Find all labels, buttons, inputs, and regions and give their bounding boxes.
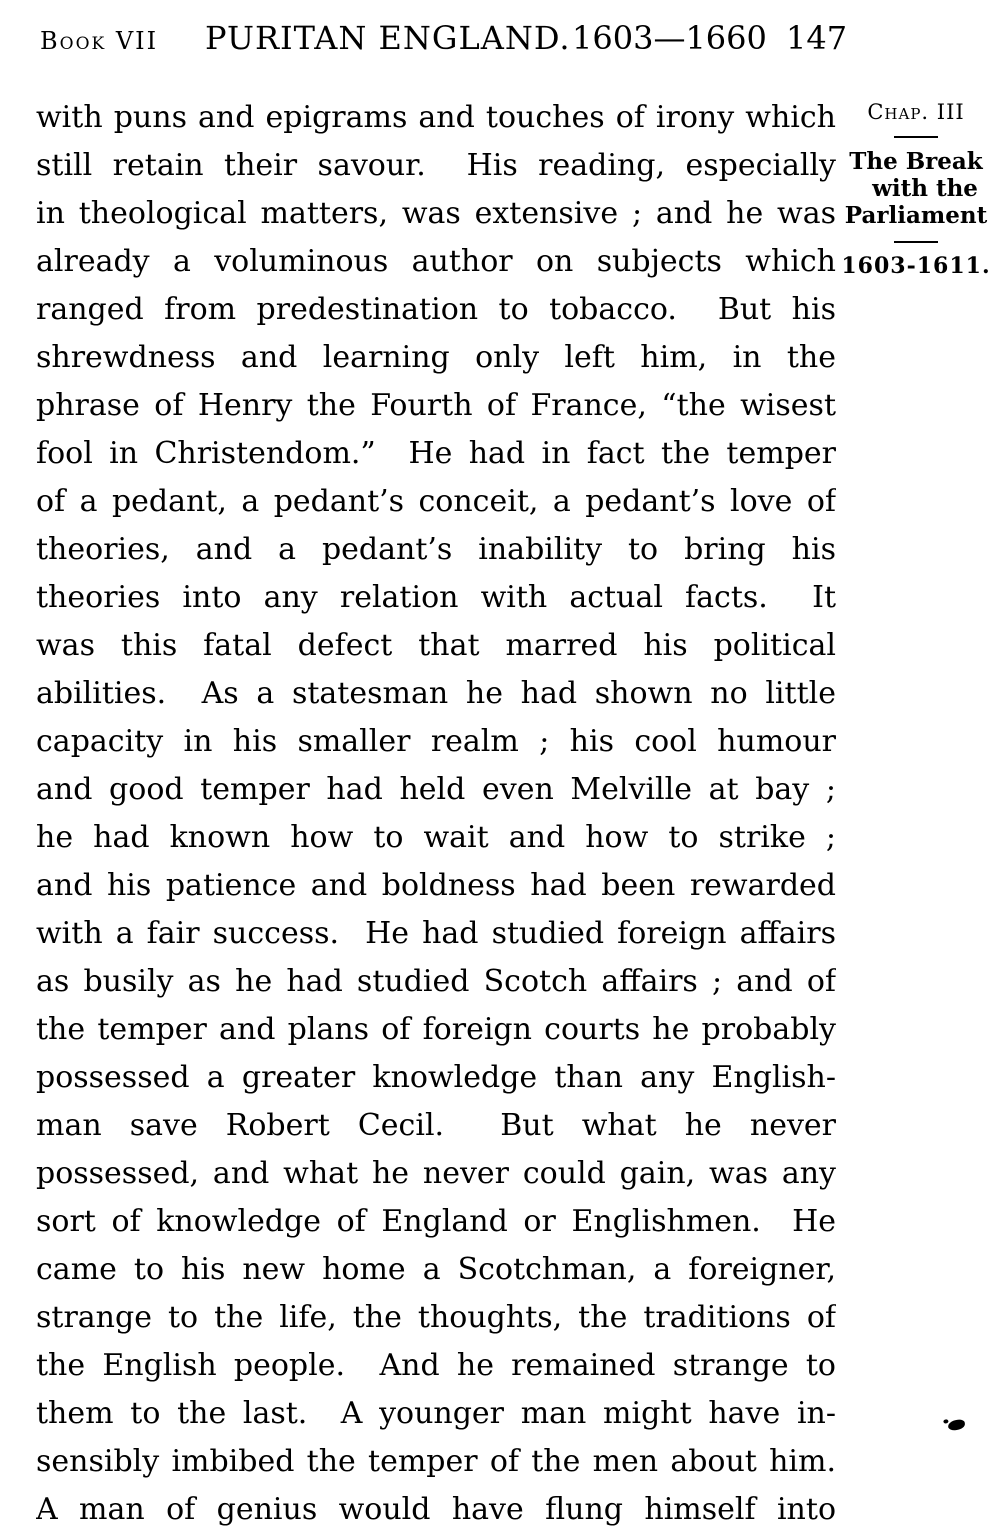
text-line: sort of knowledge of England or Englishmen. He bbox=[36, 1204, 836, 1239]
header-date-range: 1603—1660 bbox=[572, 19, 767, 57]
text-line: phrase of Henry the Fourth of France, “the wisest bbox=[36, 388, 836, 423]
text-line: possessed a greater knowledge than any English- bbox=[36, 1060, 836, 1095]
text-line: fool in Christendom.” He had in fact the temper bbox=[36, 436, 836, 471]
section-title-line: with the bbox=[872, 175, 978, 202]
text-line: and good temper had held even Melville at bay ; bbox=[36, 772, 836, 807]
text-line: man save Robert Cecil. But what he never bbox=[36, 1108, 836, 1143]
ink-speck bbox=[947, 1419, 965, 1431]
divider-rule bbox=[894, 241, 938, 243]
text-line: and his patience and boldness had been rewarded bbox=[36, 868, 836, 903]
text-line: still retain their savour. His reading, especially bbox=[36, 148, 836, 183]
section-title-line: Parliament bbox=[844, 202, 988, 229]
text-line: with a fair success. He had studied foreign affairs bbox=[36, 916, 836, 951]
text-line: sensibly imbibed the temper of the men about him. bbox=[36, 1444, 836, 1479]
section-title-line: The Break bbox=[849, 148, 983, 175]
text-line: strange to the life, the thoughts, the traditions of bbox=[36, 1300, 836, 1335]
text-line: abilities. As a statesman he had shown no little bbox=[36, 676, 836, 711]
text-line: capacity in his smaller realm ; his cool humour bbox=[36, 724, 836, 759]
text-line: them to the last. A younger man might have in- bbox=[36, 1396, 836, 1431]
text-line: with puns and epigrams and touches of irony which bbox=[36, 100, 836, 135]
section-title bbox=[840, 148, 992, 229]
text-line: theories, and a pedant’s inability to bring his bbox=[36, 532, 836, 567]
margin-notes bbox=[840, 100, 992, 279]
text-line: the temper and plans of foreign courts he probably bbox=[36, 1012, 836, 1047]
margin-years: 1603-1611. bbox=[841, 253, 991, 279]
text-line: already a voluminous author on subjects which bbox=[36, 244, 836, 279]
text-line: was this fatal defect that marred his political bbox=[36, 628, 836, 663]
divider-rule bbox=[894, 136, 938, 138]
text-line: theories into any relation with actual facts. It bbox=[36, 580, 836, 615]
page-number: 147 bbox=[786, 19, 848, 57]
page-title: PURITAN ENGLAND. bbox=[205, 19, 571, 57]
text-line: shrewdness and learning only left him, in the bbox=[36, 340, 836, 375]
book-label: Book VII bbox=[40, 27, 159, 55]
text-line: in theological matters, was extensive ; and he was bbox=[36, 196, 836, 231]
chapter-label: Chap. III bbox=[867, 100, 965, 124]
text-line: the English people. And he remained strange to bbox=[36, 1348, 836, 1383]
text-line: A man of genius would have flung himself into bbox=[36, 1492, 836, 1527]
text-line: possessed, and what he never could gain, was any bbox=[36, 1156, 836, 1191]
text-line: he had known how to wait and how to strike ; bbox=[36, 820, 836, 855]
body-text bbox=[36, 94, 836, 1530]
text-line: of a pedant, a pedant’s conceit, a pedant’s love of bbox=[36, 484, 836, 519]
text-line: as busily as he had studied Scotch affairs ; and of bbox=[36, 964, 836, 999]
text-line: ranged from predestination to tobacco. But his bbox=[36, 292, 836, 327]
text-line: came to his new home a Scotchman, a foreigner, bbox=[36, 1252, 836, 1287]
